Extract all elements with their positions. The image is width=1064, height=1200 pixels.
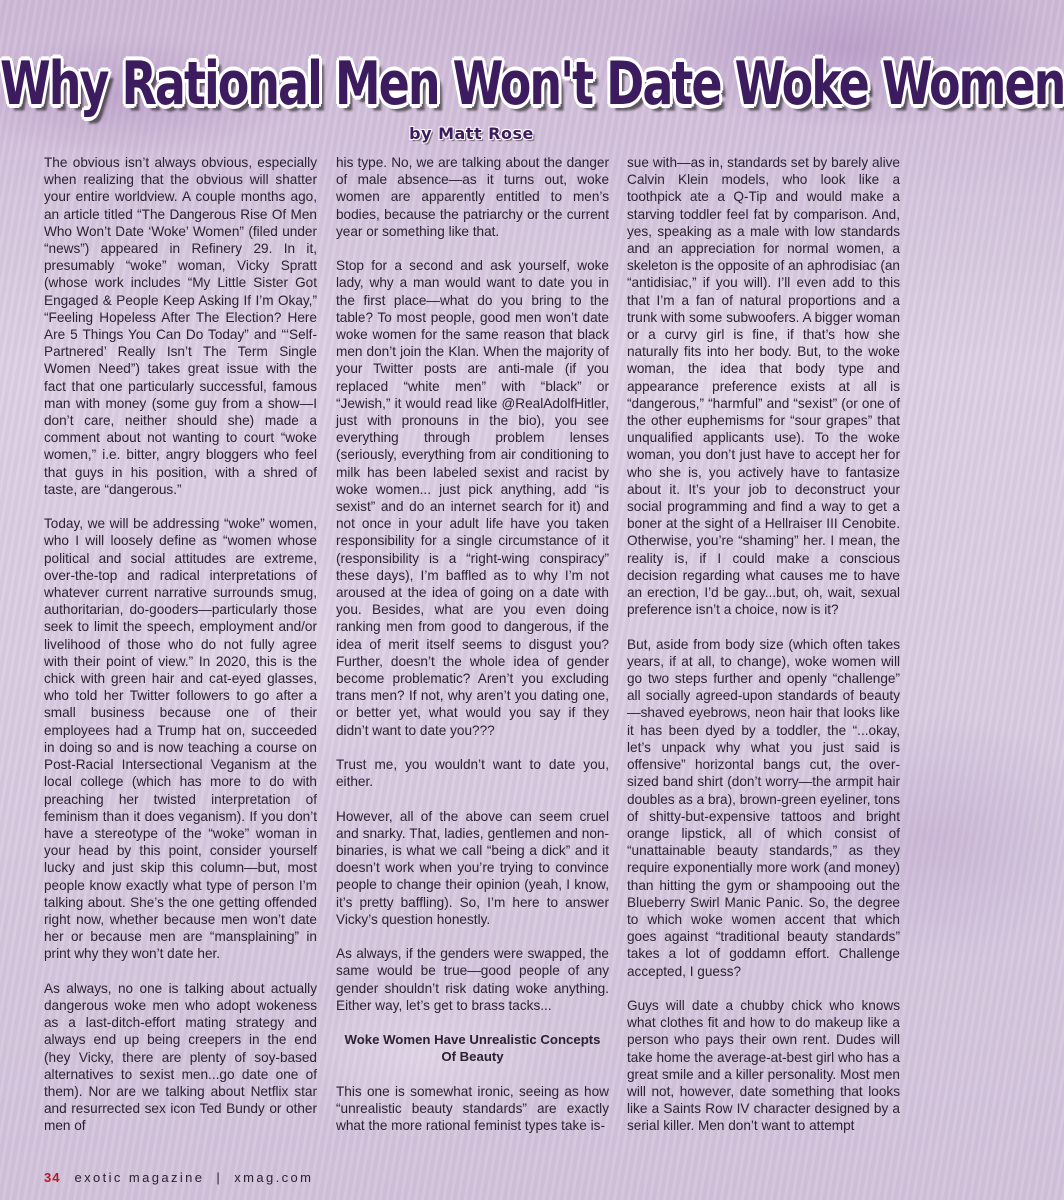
section-subhead: Woke Women Have Unrealistic Concepts Of Beauty <box>344 1032 601 1065</box>
paragraph: Today, we will be addressing “woke” women, who I will loosely define as “women whose political and social attitudes are extreme, over-the-top and radical interpretations of whatever current narrative surrounds smug, authoritarian, do-gooders—particularly those seek to limit the speech, employment and/or livelihood of those who do not fully agree with their point of view.” In 2020, this is the chick with green hair and cat-eyed glasses, who told her Twitter followers to go after a small business because one of their employees had a Trump hat on, succeeded in doing so and is now teaching a course on Post-Racial Intersectional Veganism at the local college (which has more to do with preaching her twisted interpretation of feminism than it does veganism). If you don’t have a stereotype of the “woke” woman in your head by this point, consider yourself lucky and just skip this column—but, most people know exactly what type of person I’m talking about. She’s the one getting offended right now, whether because men won’t date her or because men are “mansplaining” in print why they won’t date her. <box>44 516 317 962</box>
column-1 <box>44 154 317 1150</box>
paragraph: As always, no one is talking about actually dangerous woke men who adopt wokeness as a last-ditch-effort mating strategy and always end up being creepers in the end (hey Vicky, there are plenty of soy-based alternatives to sexist men...go date one of them). Nor are we talking about Netflix star and resurrected sex icon Ted Bundy or other men of <box>44 980 317 1134</box>
paragraph: This one is somewhat ironic, seeing as how “unrealistic beauty standards” are exactly what the more rational feminist types take is- <box>336 1083 609 1134</box>
magazine-site: xmag.com <box>234 1170 314 1185</box>
footer-separator: | <box>216 1170 223 1185</box>
paragraph: Trust me, you wouldn’t want to date you, either. <box>336 757 609 790</box>
paragraph: As always, if the genders were swapped, the same would be true—good people of any gender shouldn’t risk dating woke anything. Either way, let’s get to brass tacks... <box>336 946 609 1013</box>
paragraph: Stop for a second and ask yourself, woke lady, why a man would want to date you in the first place—what do you bring to the table? To most people, good men won’t date woke women for the same reason that black men don’t join the Klan. When the majority of your Twitter posts are anti-male (if you replaced “white men” with “black” or “Jewish,” it would read like @RealAdolfHitler, just with pronouns in the bio), you see everything through problem lenses (seriously, everything from air conditioning to milk has been labeled sexist and racist by woke women... just pick anything, add “is sexist” and do an internet search for it) and not once in your adult life have you taken responsibility for a single circumstance of it (responsibility is a “right-wing conspiracy” these days), I’m baffled as to why I’m not aroused at the idea of going on a date with you. Besides, what are you even doing ranking men from good to dangerous, if the idea of merit itself seems to disgust you? Further, doesn’t the whole idea of gender become problematic? Aren’t you excluding trans men? If not, why aren’t you dating one, or better yet, what would you say if they didn’t want to date you??? <box>336 258 609 738</box>
paragraph: However, all of the above can seem cruel and snarky. That, ladies, gentlemen and non-binaries, is what we call “being a dick” and it doesn’t work when you’re trying to convince people to change their opinion (yeah, I know, it’s pretty baffling). So, I’m here to answer Vicky’s question honestly. <box>336 808 609 927</box>
page-number: 34 <box>44 1170 61 1185</box>
column-2 <box>336 154 609 1150</box>
paragraph: his type. No, we are talking about the danger of male absence—as it turns out, woke women are apparently entitled to men’s bodies, because the patriarchy or the current year or something like that. <box>336 155 609 239</box>
magazine-name: exotic magazine <box>74 1170 205 1185</box>
paragraph: Guys will date a chubby chick who knows what clothes fit and how to do makeup like a person who pays their own rent. Dudes will take home the average-at-best girl who has a great smile and a killer personality. Most men will not, however, date something that looks like a Saints Row IV character designed by a serial killer. Men don’t want to attempt <box>627 997 900 1134</box>
paragraph: But, aside from body size (which often takes years, if at all, to change), woke women will go two steps further and openly “challenge” all socially agreed-upon standards of beauty—shaved eyebrows, neon hair that looks like it has been dyed by a toddler, the “...okay, let’s unpack why what you just said is offensive” horizontal bangs cut, the over-sized band shirt (don’t worry—the armpit hair doubles as a bra), brown-green eyeliner, tons of shitty-but-expensive tattoos and bright orange lipstick, all of which consist of “unattainable beauty standards,” as they require exponentially more work (and money) than hitting the gym or shampooing out the Blueberry Swirl Manic Panic. So, the degree to which woke women accent that which goes against “traditional beauty standards” takes a lot of goddamn effort. Challenge accepted, I guess? <box>627 636 900 979</box>
paragraph: The obvious isn’t always obvious, especially when realizing that the obvious will shatter your entire worldview. A couple months ago, an article titled “The Dangerous Rise Of Men Who Won’t Date ‘Woke’ Women” (filed under “news”) appeared in Refinery 29. In it, presumably “woke” woman, Vicky Spratt (whose work includes “My Little Sister Got Engaged & People Keep Asking If I’m Okay,” “Feeling Hopeless After The Election? Here Are 5 Things You Can Do Today” and “‘Self-Partnered’ Really Isn’t The Term Single Women Need”) takes great issue with the fact that one particularly successful, famous man with money (some guy from a show—I don’t care, neither should she) made a comment about not wanting to court “woke women,” i.e. bitter, angry bloggers who feel that guys in his position, with a shred of taste, are “dangerous.” <box>44 155 317 497</box>
article-title: Why Rational Men Won't Date Woke Women <box>0 48 1064 119</box>
paragraph: sue with—as in, standards set by barely alive Calvin Klein models, who look like a toothpick ate a Q-Tip and would make a starving toddler feel fat by comparison. And, yes, speaking as a male with low standards and an appreciation for normal women, a skeleton is the opposite of an aphrodisiac (an “antidisiac,” if you will). I’ll even add to this that I’m a fan of natural proportions and a trunk with some subwoofers. A bigger woman or a curvy girl is fine, if that’s how she naturally fits into her body. But, to the woke woman, the idea that body type and appearance preference exists at all is “dangerous,” “harmful” and “sexist” (or one of the other euphemisms for “sour grapes” that unqualified applicants use). To the woke woman, you don’t just have to accept her for who she is, you actively have to fantasize about it. It’s your job to deconstruct your social programming and find a way to get a boner at the sight of a Hellraiser III Cenobite. Otherwise, you’re “shaming” her. I mean, the reality is, if I could make a conscious decision regarding what causes me to have an erection, I’d be gay...but, oh, wait, sexual preference isn’t a choice, now is it? <box>627 155 900 618</box>
column-3 <box>627 154 900 1150</box>
article-byline: by Matt Rose <box>409 124 534 143</box>
page-footer <box>44 1170 313 1185</box>
